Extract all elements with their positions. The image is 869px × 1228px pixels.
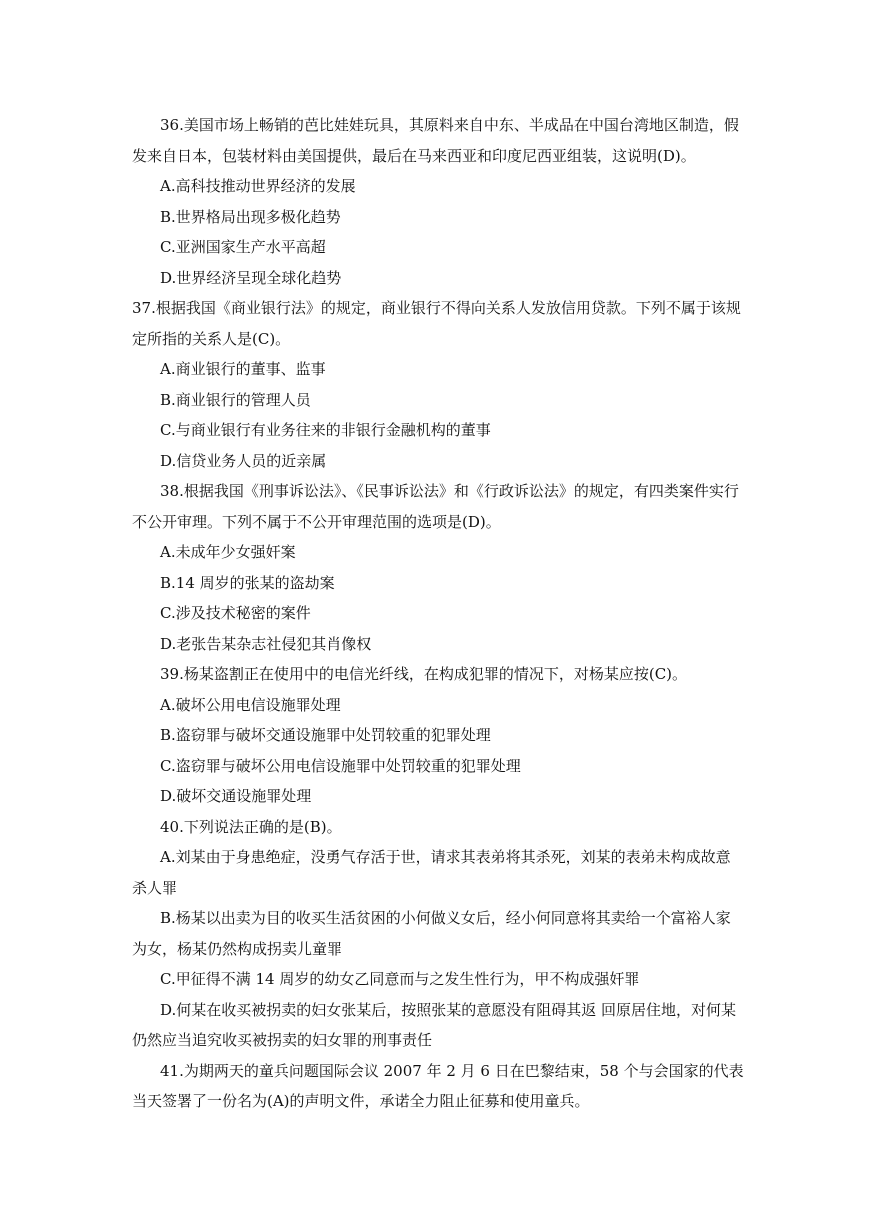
option-38-b: B.14 周岁的张某的盗劫案	[160, 573, 335, 592]
option-40-a: A.刘某由于身患绝症，没勇气存活于世，请求其表弟将其杀死，刘某的表弟未构成故意杀人罪	[132, 848, 731, 897]
question-37: 37.根据我国《商业银行法》的规定，商业银行不得向关系人发放信用贷款。下列不属于该规定所指的关系人是(C)。	[132, 299, 741, 348]
option-37-b: B.商业银行的管理人员	[160, 390, 311, 409]
option-37-d: D.信贷业务人员的近亲属	[160, 451, 327, 470]
option-37-a: A.商业银行的董事、监事	[160, 360, 326, 378]
document-body	[132, 110, 744, 1117]
option-39-d: D.破坏交通设施罪处理	[160, 787, 312, 805]
option-38-d: D.老张告某杂志社侵犯其肖像权	[160, 634, 372, 653]
question-39: 39.杨某盗割正在使用中的电信光纤线，在构成犯罪的情况下，对杨某应按(C)。	[160, 665, 688, 683]
question-36: 36.美国市场上畅销的芭比娃娃玩具，其原料来自中东、半成品在中国台湾地区制造，假发来自日本，包装材料由美国提供，最后在马来西亚和印度尼西亚组装，这说明(D)。	[132, 116, 739, 165]
option-38-c: C.涉及技术秘密的案件	[160, 604, 311, 622]
option-39-c: C.盗窃罪与破坏公用电信设施罪中处罚较重的犯罪处理	[160, 756, 521, 775]
option-36-b: B.世界格局出现多极化趋势	[160, 207, 341, 226]
option-38-a: A.未成年少女强奸案	[160, 543, 296, 561]
option-40-c: C.甲征得不满 14 周岁的幼女乙同意而与之发生性行为，甲不构成强奸罪	[160, 970, 640, 988]
option-37-c: C.与商业银行有业务往来的非银行金融机构的董事	[160, 421, 491, 439]
question-38: 38.根据我国《刑事诉讼法》、《民事诉讼法》和《行政诉讼法》的规定，有四类案件实行不公开审理。下列不属于不公开审理范围的选项是(D)。	[132, 482, 739, 531]
option-40-d: D.何某在收买被拐卖的妇女张某后，按照张某的意愿没有阻碍其返 回原居住地，对何某仍然应当追究收买被拐卖的妇女罪的刑事责任	[132, 1000, 737, 1049]
option-40-b: B.杨某以出卖为目的收买生活贫困的小何做义女后，经小何同意将其卖给一个富裕人家为女，杨某仍然构成拐卖儿童罪	[132, 909, 731, 958]
question-40: 40.下列说法正确的是(B)。	[160, 817, 342, 836]
option-36-a: A.高科技推动世界经济的发展	[160, 177, 356, 195]
option-36-d: D.世界经济呈现全球化趋势	[160, 268, 342, 287]
question-41: 41.为期两天的童兵问题国际会议 2007 年 2 月 6 日在巴黎结束，58 个与会国家的代表当天签署了一份名为(A)的声明文件，承诺全力阻止征募和使用童兵。	[132, 1061, 744, 1110]
option-39-a: A.破坏公用电信设施罪处理	[160, 695, 341, 714]
option-36-c: C.亚洲国家生产水平高超	[160, 238, 326, 256]
option-39-b: B.盗窃罪与破坏交通设施罪中处罚较重的犯罪处理	[160, 726, 491, 744]
